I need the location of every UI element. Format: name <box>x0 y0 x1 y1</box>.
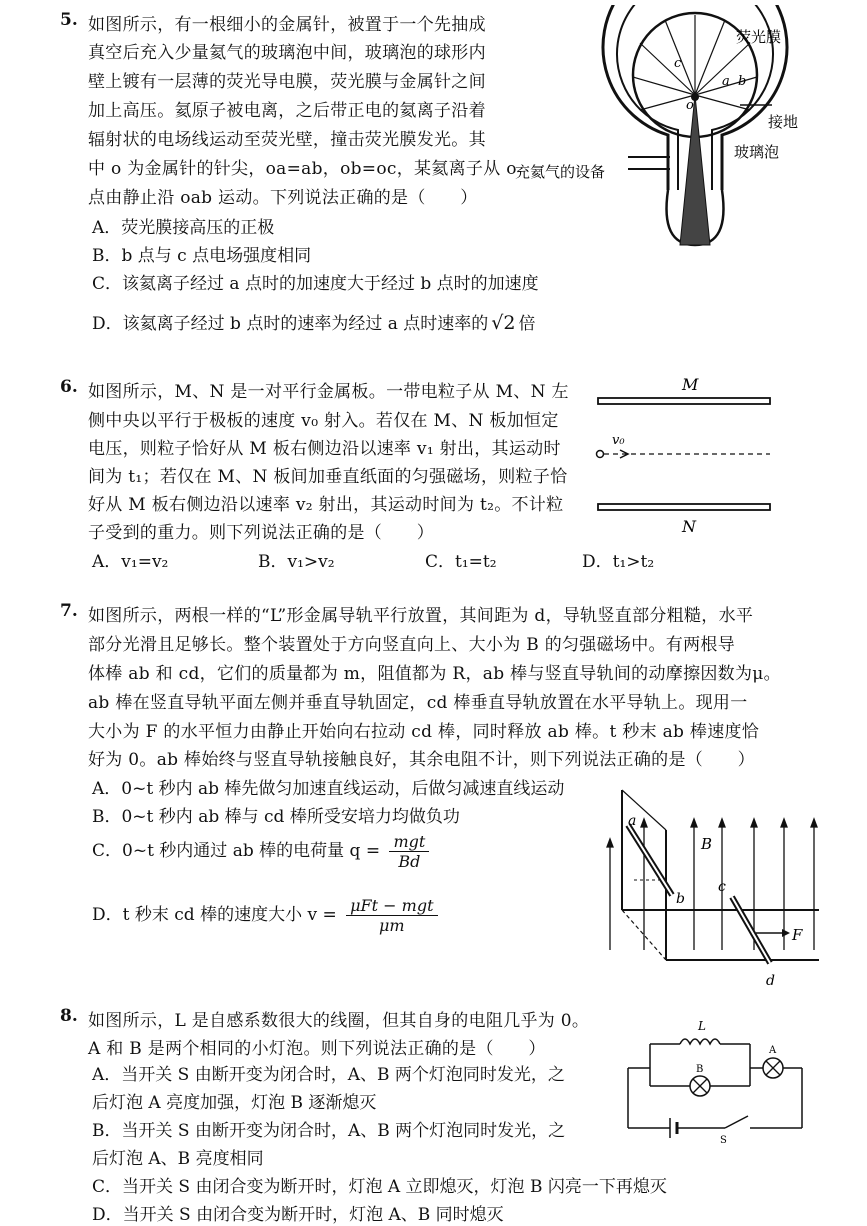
option-a: A．当开关 S 由断开变为闭合时，A、B 两个灯泡同时发光，之 <box>92 1065 565 1085</box>
label-lamp-B: B <box>696 1064 704 1075</box>
question-text-line: 加上高压。氦原子被电离，之后带正电的氦离子沿着 <box>88 101 486 121</box>
label-M: M <box>682 375 699 394</box>
fraction-velocity <box>346 896 437 935</box>
label-b: b <box>738 74 747 89</box>
option-d: D．当开关 S 由闭合变为断开时，灯泡 A、B 同时熄灭 <box>92 1205 504 1225</box>
label-b: b <box>676 891 685 907</box>
question-text-line: A 和 B 是两个相同的小灯泡。则下列说法正确的是（ ） <box>88 1039 546 1059</box>
fraction-denominator: Bd <box>398 852 421 871</box>
fraction-numerator: μFt − mgt <box>346 896 437 916</box>
rails-figure <box>604 785 829 990</box>
question-text-line: 部分光滑且足够长。整个装置处于方向竖直向上、大小为 B 的匀强磁场中。有两根导 <box>88 635 735 655</box>
option-c: C．当开关 S 由闭合变为断开时，灯泡 A 立即熄灭，灯泡 B 闪亮一下再熄灭 <box>92 1177 667 1197</box>
option-d <box>92 896 438 935</box>
question-text-line: 如图所示，两根一样的“L”形金属导轨平行放置，其间距为 d，导轨竖直部分粗糙，水平 <box>88 606 754 626</box>
option-b: B．v₁>v₂ <box>258 552 335 572</box>
question-text-line: 如图所示，L 是自感系数很大的线圈，但其自身的电阻几乎为 0。 <box>88 1011 590 1031</box>
option-b: B．当开关 S 由断开变为闭合时，A、B 两个灯泡同时发光，之 <box>92 1121 566 1141</box>
question-text-line: 大小为 F 的水平恒力由静止开始向右拉动 cd 棒，同时释放 ab 棒。t 秒末 ab 棒速度恰 <box>88 722 760 742</box>
label-bulb: 玻璃泡 <box>734 143 780 161</box>
label-F: F <box>792 926 803 944</box>
bulb-figure <box>510 5 810 250</box>
option-d-text: D．该氦离子经过 b 点时的速率为经过 a 点时速率的 <box>92 314 489 334</box>
option-a: A．0~t 秒内 ab 棒先做匀加速直线运动，后做匀减速直线运动 <box>92 779 565 799</box>
question-text-line: 好从 M 板右侧边沿以速率 v₂ 射出，其运动时间为 t₂。不计粒 <box>88 495 564 515</box>
option-a: A．v₁=v₂ <box>92 552 169 572</box>
question-text-line: 真空后充入少量氦气的玻璃泡中间，玻璃泡的球形内 <box>88 43 486 63</box>
label-switch-S: S <box>720 1135 727 1146</box>
question-text-line: 点由静止沿 oab 运动。下列说法正确的是（ ） <box>88 188 478 208</box>
label-d: d <box>766 973 775 989</box>
label-device: 充氦气的设备 <box>515 163 606 181</box>
label-film: 荧光膜 <box>736 28 782 46</box>
question-text-line: 壁上镀有一层薄的荧光导电膜，荧光膜与金属针之间 <box>88 72 486 92</box>
option-a: A．荧光膜接高压的正极 <box>92 218 275 238</box>
sqrt-two: √2 <box>491 312 516 334</box>
option-d-text: D．t 秒末 cd 棒的速度大小 v = <box>92 905 337 925</box>
label-a: a <box>722 74 730 89</box>
question-text-line: ab 棒在竖直导轨平面左侧并垂直导轨固定，cd 棒垂直导轨放置在水平导轨上。现用一 <box>88 693 748 713</box>
option-d-tail: 倍 <box>518 314 536 334</box>
label-ground: 接地 <box>768 113 799 131</box>
label-B: B <box>701 835 713 853</box>
question-text-line: 如图所示，M、N 是一对平行金属板。一带电粒子从 M、N 左 <box>88 382 569 402</box>
question-number: 7. <box>60 601 78 621</box>
option-b: B．0~t 秒内 ab 棒与 cd 棒所受安培力均做负功 <box>92 807 460 827</box>
label-c: c <box>674 56 682 71</box>
option-c-text: C．0~t 秒内通过 ab 棒的电荷量 q = <box>92 841 381 861</box>
label-L: L <box>698 1019 706 1033</box>
plates-figure <box>590 372 790 542</box>
label-o: o <box>686 98 694 113</box>
question-text-line: 侧中央以平行于极板的速度 v₀ 射入。若仅在 M、N 板加恒定 <box>88 411 559 431</box>
label-lamp-A: A <box>769 1045 777 1056</box>
label-N: N <box>682 517 696 536</box>
question-number: 5. <box>60 10 78 30</box>
option-d <box>92 309 535 334</box>
question-text-line: 电压，则粒子恰好从 M 板右侧边沿以速率 v₁ 射出，其运动时 <box>88 439 561 459</box>
option-a-continued: 后灯泡 A 亮度加强，灯泡 B 逐渐熄灭 <box>92 1093 377 1113</box>
question-text-line: 好为 0。ab 棒始终与竖直导轨接触良好，其余电阻不计，则下列说法正确的是（ ） <box>88 750 755 770</box>
question-text-line: 体棒 ab 和 cd，它们的质量都为 m，阻值都为 R，ab 棒与竖直导轨间的动摩擦因数为μ。 <box>88 664 781 684</box>
question-text-line: 辐射状的电场线运动至荧光壁，撞击荧光膜发光。其 <box>88 130 486 150</box>
question-text-line: 如图所示，有一根细小的金属针，被置于一个先抽成 <box>88 15 486 35</box>
label-a: a <box>628 813 637 829</box>
option-c: C．t₁=t₂ <box>425 552 497 572</box>
option-d: D．t₁>t₂ <box>582 552 655 572</box>
fraction-numerator: mgt <box>389 832 429 852</box>
option-b: B．b 点与 c 点电场强度相同 <box>92 246 312 266</box>
option-c: C．该氦离子经过 a 点时的加速度大于经过 b 点时的加速度 <box>92 274 539 294</box>
circuit-figure <box>620 1016 810 1146</box>
fraction-denominator: μm <box>379 916 405 935</box>
question-text-line: 中 o 为金属针的针尖，oa=ab，ob=oc，某氦离子从 o <box>88 159 517 179</box>
question-text-line: 间为 t₁；若仅在 M、N 板间加垂直纸面的匀强磁场，则粒子恰 <box>88 467 568 487</box>
question-number: 6. <box>60 377 78 397</box>
question-number: 8. <box>60 1006 78 1026</box>
label-c: c <box>718 879 726 895</box>
option-c <box>92 832 429 871</box>
label-v0: v₀ <box>612 433 625 448</box>
option-b-continued: 后灯泡 A、B 亮度相同 <box>92 1149 264 1169</box>
fraction-charge <box>389 832 429 871</box>
question-text-line: 子受到的重力。则下列说法正确的是（ ） <box>88 523 434 543</box>
